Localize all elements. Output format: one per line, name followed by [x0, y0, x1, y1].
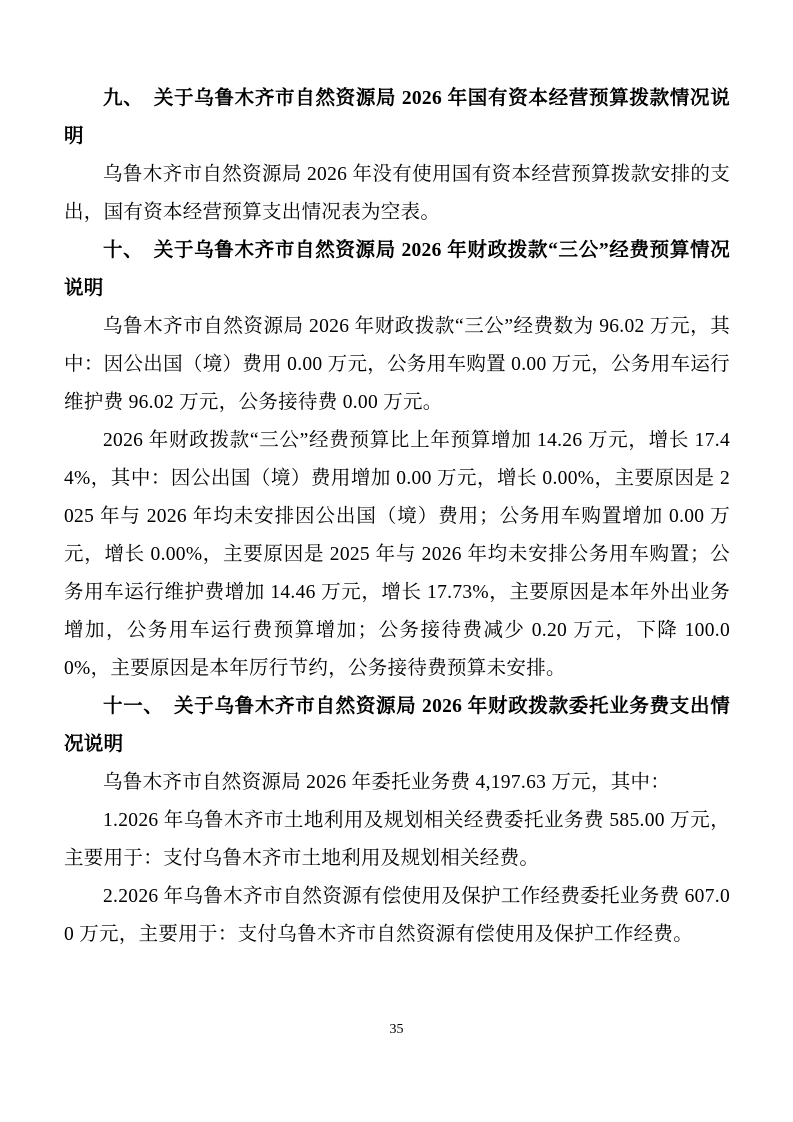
paragraph-three-public-expenses-total: 乌鲁木齐市自然资源局 2026 年财政拨款“三公”经费数为 96.02 万元，其中：因公出国（境）费用 0.00 万元，公务用车购置 0.00 万元，公务用车运行维护费 96.02 万元，公务接待费 0.00 万元。 [64, 316, 730, 413]
paragraph-section-9-body: 乌鲁木齐市自然资源局 2026 年没有使用国有资本经营预算拨款安排的支出，国有资本经营预算支出情况表为空表。 [64, 164, 730, 223]
section-heading-9: 九、 关于乌鲁木齐市自然资源局 2026 年国有资本经营预算拨款情况说明 [64, 88, 730, 147]
paragraph-entrusted-business-item-2: 2.2026 年乌鲁木齐市自然资源有偿使用及保护工作经费委托业务费 607.00 万元，主要用于：支付乌鲁木齐市自然资源有偿使用及保护工作经费。 [64, 886, 730, 945]
document-body [64, 80, 730, 954]
paragraph-three-public-expenses-change: 2026 年财政拨款“三公”经费预算比上年预算增加 14.26 万元，增长 17.44%，其中：因公出国（境）费用增加 0.00 万元，增长 0.00%，主要原因是 2025 年与 2026 年均未安排因公出国（境）费用；公务用车购置增加 0.00 万元，增长 0.00%，主要原因是 2025 年与 2026 年均未安排公务用车购置；公务用车运行维护费增加 14.46 万元，增长 17.73%，主要原因是本年外出业务增加，公务用车运行费预算增加；公务接待费减少 0.20 万元，下降 100.00%，主要原因是本年厉行节约，公务接待费预算未安排。 [64, 430, 730, 679]
section-heading-11: 十一、 关于乌鲁木齐市自然资源局 2026 年财政拨款委托业务费支出情况说明 [64, 696, 730, 755]
section-heading-10: 十、 关于乌鲁木齐市自然资源局 2026 年财政拨款“三公”经费预算情况说明 [64, 240, 730, 299]
paragraph-entrusted-business-total: 乌鲁木齐市自然资源局 2026 年委托业务费 4,197.63 万元，其中： [103, 772, 671, 793]
page-number: 35 [389, 1022, 404, 1037]
paragraph-entrusted-business-item-1: 1.2026 年乌鲁木齐市土地利用及规划相关经费委托业务费 585.00 万元，主要用于：支付乌鲁木齐市土地利用及规划相关经费。 [64, 810, 730, 869]
